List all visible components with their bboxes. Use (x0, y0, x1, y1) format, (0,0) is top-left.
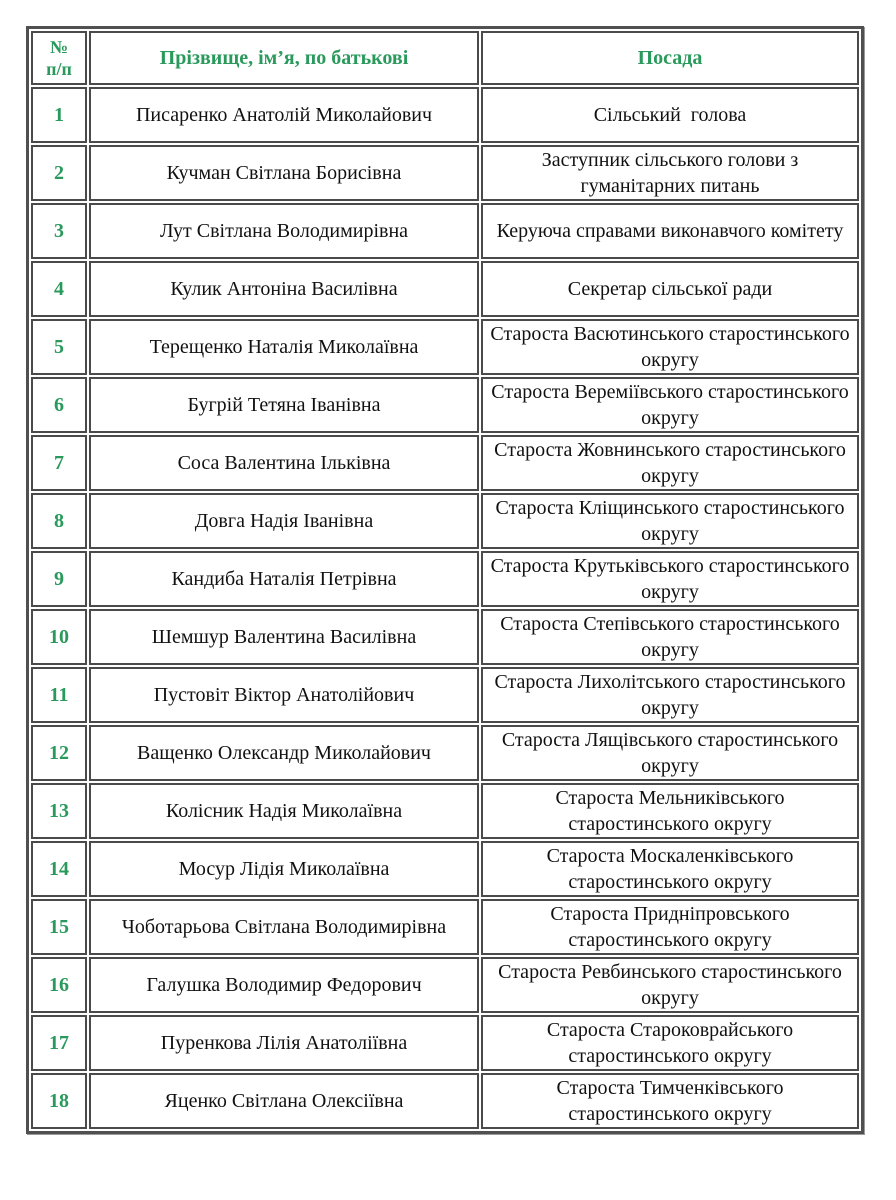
row-position: Староста Староковрайського старостинського округу (481, 1015, 859, 1071)
header-number (31, 31, 87, 85)
row-full-name: Шемшур Валентина Василівна (89, 609, 479, 665)
row-number: 1 (31, 87, 87, 143)
table-row (31, 377, 859, 433)
row-number: 4 (31, 261, 87, 317)
table-row (31, 435, 859, 491)
row-full-name: Писаренко Анатолій Миколайович (89, 87, 479, 143)
row-full-name: Галушка Володимир Федорович (89, 957, 479, 1013)
table-body (31, 87, 859, 1129)
row-full-name: Лут Світлана Володимирівна (89, 203, 479, 259)
row-full-name: Пустовіт Віктор Анатолійович (89, 667, 479, 723)
row-full-name: Довга Надія Іванівна (89, 493, 479, 549)
row-position: Староста Лящівського старостинського округу (481, 725, 859, 781)
header-number-abbr: п/п (46, 59, 72, 79)
table-row (31, 87, 859, 143)
table-row (31, 261, 859, 317)
row-number: 18 (31, 1073, 87, 1129)
row-number: 7 (31, 435, 87, 491)
row-number: 8 (31, 493, 87, 549)
row-position: Сільський голова (481, 87, 859, 143)
header-number-sign: № (49, 37, 69, 57)
row-full-name: Терещенко Наталія Миколаївна (89, 319, 479, 375)
row-number: 14 (31, 841, 87, 897)
row-position: Староста Придніпровського старостинського округу (481, 899, 859, 955)
row-position: Староста Крутьківського старостинського округу (481, 551, 859, 607)
row-position: Керуюча справами виконавчого комітету (481, 203, 859, 259)
row-number: 2 (31, 145, 87, 201)
row-position: Староста Москаленківського старостинського округу (481, 841, 859, 897)
table-header-row (31, 31, 859, 85)
table-row (31, 783, 859, 839)
row-number: 11 (31, 667, 87, 723)
table-row (31, 667, 859, 723)
table-row (31, 493, 859, 549)
table-row (31, 1015, 859, 1071)
row-number: 3 (31, 203, 87, 259)
row-position: Староста Степівського старостинського округу (481, 609, 859, 665)
row-position: Староста Васютинського старостинського округу (481, 319, 859, 375)
row-position: Заступник сільського голови з гуманітарних питань (481, 145, 859, 201)
row-full-name: Ващенко Олександр Миколайович (89, 725, 479, 781)
row-full-name: Кучман Світлана Борисівна (89, 145, 479, 201)
row-full-name: Чоботарьова Світлана Володимирівна (89, 899, 479, 955)
staff-table (26, 26, 864, 1134)
table-row (31, 1073, 859, 1129)
row-number: 12 (31, 725, 87, 781)
row-position: Староста Жовнинського старостинського округу (481, 435, 859, 491)
row-number: 6 (31, 377, 87, 433)
row-position: Секретар сільської ради (481, 261, 859, 317)
row-full-name: Яценко Світлана Олексіївна (89, 1073, 479, 1129)
row-position: Староста Мельниківського старостинського округу (481, 783, 859, 839)
table-row (31, 551, 859, 607)
row-position: Староста Лихолітського старостинського округу (481, 667, 859, 723)
row-number: 17 (31, 1015, 87, 1071)
row-full-name: Соса Валентина Ільківна (89, 435, 479, 491)
row-full-name: Колісник Надія Миколаївна (89, 783, 479, 839)
header-name: Прізвище, ім’я, по батькові (89, 31, 479, 85)
row-full-name: Кандиба Наталія Петрівна (89, 551, 479, 607)
table-row (31, 609, 859, 665)
table-row (31, 203, 859, 259)
row-full-name: Пуренкова Лілія Анатоліївна (89, 1015, 479, 1071)
row-position: Староста Вереміївського старостинського округу (481, 377, 859, 433)
row-number: 16 (31, 957, 87, 1013)
row-number: 15 (31, 899, 87, 955)
table-row (31, 145, 859, 201)
row-number: 10 (31, 609, 87, 665)
row-position: Староста Тимченківського старостинського округу (481, 1073, 859, 1129)
row-number: 5 (31, 319, 87, 375)
header-position: Посада (481, 31, 859, 85)
table-row (31, 841, 859, 897)
row-full-name: Кулик Антоніна Василівна (89, 261, 479, 317)
table-row (31, 725, 859, 781)
row-position: Староста Кліщинського старостинського округу (481, 493, 859, 549)
row-full-name: Бугрій Тетяна Іванівна (89, 377, 479, 433)
table-row (31, 957, 859, 1013)
row-full-name: Мосур Лідія Миколаївна (89, 841, 479, 897)
row-position: Староста Ревбинського старостинського округу (481, 957, 859, 1013)
table-row (31, 319, 859, 375)
row-number: 9 (31, 551, 87, 607)
table-row (31, 899, 859, 955)
row-number: 13 (31, 783, 87, 839)
